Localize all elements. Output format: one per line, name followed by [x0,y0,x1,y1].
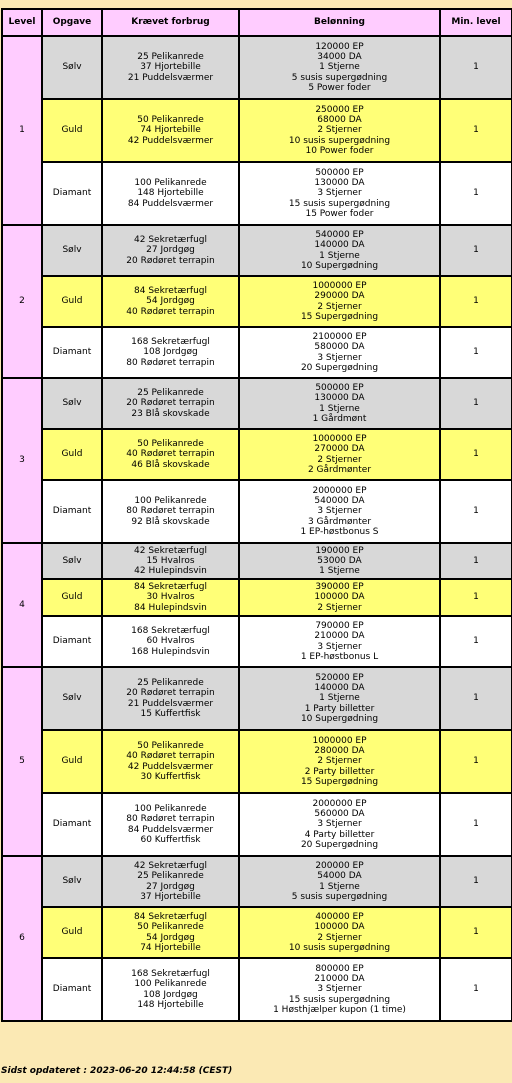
reward-item: 210000 DA [314,974,365,985]
reward-item: 400000 EP [315,911,364,922]
required-item: 60 Kuffertfisk [140,834,201,845]
reward-item: 3 Gårdmønter [307,516,372,527]
level-cell: 4 [2,543,42,667]
reward-cell [239,162,440,225]
reward-item: 2000000 EP [312,485,367,496]
required-cell [102,480,239,543]
reward-cell [239,36,440,99]
reward-item: 1 Stjerne [319,693,360,704]
reward-item: 290000 DA [314,291,365,302]
required-item: 168 Sekretærfugl [131,337,210,348]
reward-cell [239,480,440,543]
task-tier-cell: Guld [42,907,102,958]
min-level-cell: 1 [440,429,512,480]
reward-item: 540000 DA [314,496,365,507]
reward-item: 540000 EP [315,229,364,240]
reward-item: 5 susis supergødning [291,891,388,902]
reward-item: 100000 DA [314,922,365,933]
reward-cell [239,856,440,907]
required-item: 80 Rødøret terrapin [126,506,215,517]
required-item: 100 Pelikanrede [134,979,207,990]
reward-item: 15 Power foder [305,208,374,219]
required-item: 25 Pelikanrede [137,52,204,63]
reward-item: 15 Supergødning [300,311,379,322]
required-cell [102,616,239,667]
reward-item: 2 Stjerner [317,932,362,943]
reward-item: 2 Stjerner [317,454,362,465]
required-item: 15 Hvalros [146,555,195,566]
min-level-cell: 1 [440,276,512,327]
reward-item: 200000 EP [315,860,364,871]
task-tier-cell: Diamant [42,162,102,225]
required-item: 40 Rødøret terrapin [126,449,215,460]
reward-item: 1 Høsthjælper kupon (1 time) [273,1004,406,1015]
min-level-cell: 1 [440,907,512,958]
required-item: 23 Blå skovskade [131,408,210,419]
header-level: Level [2,9,42,36]
required-item: 21 Puddelsværmer [127,698,214,709]
reward-item: 15 susis supergødning [288,198,391,209]
reward-item: 10 Supergødning [300,713,379,724]
table-row [2,36,512,99]
reward-item: 15 susis supergødning [288,994,391,1005]
reward-item: 250000 EP [315,104,364,115]
required-item: 20 Rødøret terrapin [126,255,215,266]
reward-cell [239,667,440,730]
reward-item: 1 EP-høstbonus S [300,526,379,537]
header-required: Krævet forbrug [102,9,239,36]
reward-item: 2000000 EP [312,798,367,809]
level-cell: 1 [2,36,42,225]
required-item: 100 Pelikanrede [134,178,207,189]
reward-item: 1 EP-høstbonus L [300,651,379,662]
reward-item: 270000 DA [314,444,365,455]
required-item: 50 Pelikanrede [137,439,204,450]
reward-item: 800000 EP [315,963,364,974]
reward-item: 4 Party billetter [304,829,375,840]
required-item: 42 Sekretærfugl [134,860,207,871]
task-tier-cell: Sølv [42,225,102,276]
required-item: 25 Pelikanrede [137,677,204,688]
header-min-level: Min. level [440,9,512,36]
task-tier-cell: Diamant [42,327,102,378]
min-level-cell: 1 [440,99,512,162]
required-item: 50 Pelikanrede [137,115,204,126]
reward-cell [239,579,440,616]
required-item: 168 Sekretærfugl [131,626,210,637]
required-item: 37 Hjortebille [140,62,201,73]
reward-item: 1 Gårdmønt [312,413,367,424]
reward-item: 120000 EP [315,41,364,52]
reward-item: 10 susis supergødning [288,135,391,146]
min-level-cell: 1 [440,667,512,730]
required-item: 100 Pelikanrede [134,803,207,814]
required-item: 74 Hjortebille [140,125,201,136]
task-tier-cell: Diamant [42,958,102,1021]
min-level-cell: 1 [440,162,512,225]
table-row [2,327,512,378]
required-item: 84 Sekretærfugl [134,582,207,593]
last-updated: Sidst opdateret : 2023-06-20 12:44:58 (CEST) [1,1066,233,1076]
table-row [2,480,512,543]
reward-item: 2 Stjerner [317,125,362,136]
reward-cell [239,99,440,162]
reward-item: 1 Stjerne [319,566,360,577]
reward-item: 520000 EP [315,672,364,683]
required-cell [102,730,239,793]
table-row [2,907,512,958]
required-cell [102,36,239,99]
required-item: 25 Pelikanrede [137,388,204,399]
min-level-cell: 1 [440,579,512,616]
required-item: 108 Jordgøg [143,347,198,358]
reward-cell [239,543,440,579]
min-level-cell: 1 [440,36,512,99]
required-item: 42 Sekretærfugl [134,235,207,246]
reward-item: 68000 DA [317,115,362,126]
reward-cell [239,225,440,276]
reward-item: 1 Stjerne [319,881,360,892]
required-cell [102,667,239,730]
task-tier-cell: Sølv [42,667,102,730]
table-row [2,667,512,730]
required-item: 46 Blå skovskade [131,459,210,470]
required-item: 27 Jordgøg [146,881,195,892]
required-item: 50 Pelikanrede [137,740,204,751]
reward-item: 2 Gårdmønter [307,464,372,475]
reward-item: 580000 DA [314,342,365,353]
level-cell: 6 [2,856,42,1021]
reward-item: 390000 EP [315,582,364,593]
required-item: 42 Hulepindsvin [134,566,207,577]
min-level-cell: 1 [440,616,512,667]
table-row [2,276,512,327]
reward-item: 1 Stjerne [319,62,360,73]
min-level-cell: 1 [440,730,512,793]
task-tier-cell: Sølv [42,36,102,99]
min-level-cell: 1 [440,327,512,378]
required-item: 42 Sekretærfugl [134,545,207,556]
required-item: 74 Hjortebille [140,942,201,953]
reward-item: 3 Stjerner [317,984,362,995]
reward-item: 1000000 EP [312,735,367,746]
table-row [2,856,512,907]
reward-item: 5 susis supergødning [291,72,388,83]
reward-item: 500000 EP [315,167,364,178]
min-level-cell: 1 [440,225,512,276]
table-row [2,579,512,616]
reward-cell [239,730,440,793]
reward-cell [239,378,440,429]
required-item: 21 Puddelsværmer [127,72,214,83]
reward-item: 130000 DA [314,178,365,189]
required-cell [102,793,239,856]
required-item: 84 Puddelsværmer [127,824,214,835]
required-item: 168 Sekretærfugl [131,968,210,979]
required-item: 54 Jordgøg [146,932,195,943]
required-item: 37 Hjortebille [140,891,201,902]
reward-item: 3 Stjerner [317,641,362,652]
reward-item: 2 Stjerner [317,301,362,312]
min-level-cell: 1 [440,793,512,856]
reward-cell [239,327,440,378]
reward-item: 140000 DA [314,683,365,694]
required-item: 100 Pelikanrede [134,496,207,507]
table-row [2,793,512,856]
required-item: 25 Pelikanrede [137,871,204,882]
table-row [2,162,512,225]
required-cell [102,99,239,162]
min-level-cell: 1 [440,958,512,1021]
reward-item: 1000000 EP [312,280,367,291]
required-item: 60 Hvalros [146,636,195,647]
required-item: 20 Rødøret terrapin [126,688,215,699]
reward-item: 280000 DA [314,746,365,757]
required-item: 15 Kuffertfisk [140,708,201,719]
reward-item: 3 Stjerner [317,188,362,199]
reward-cell [239,793,440,856]
required-cell [102,543,239,579]
reward-item: 10 Power foder [305,145,374,156]
required-item: 84 Sekretærfugl [134,911,207,922]
reward-item: 3 Stjerner [317,819,362,830]
required-item: 168 Hulepindsvin [131,646,210,657]
reward-item: 10 susis supergødning [288,942,391,953]
reward-item: 210000 DA [314,631,365,642]
reward-cell [239,907,440,958]
required-item: 40 Rødøret terrapin [126,751,215,762]
reward-item: 1 Stjerne [319,250,360,261]
reward-item: 5 Power foder [308,82,371,93]
reward-item: 1 Party billetter [304,703,375,714]
reward-item: 130000 DA [314,393,365,404]
task-tier-cell: Guld [42,429,102,480]
required-item: 84 Puddelsværmer [127,198,214,209]
table-row [2,616,512,667]
level-cell: 2 [2,225,42,378]
reward-item: 10 Supergødning [300,260,379,271]
required-item: 40 Rødøret terrapin [126,306,215,317]
min-level-cell: 1 [440,856,512,907]
level-cell: 3 [2,378,42,543]
table-row [2,543,512,579]
reward-item: 3 Stjerner [317,506,362,517]
required-item: 92 Blå skovskade [131,516,210,527]
reward-item: 500000 EP [315,382,364,393]
required-item: 108 Jordgøg [143,989,198,1000]
reward-item: 15 Supergødning [300,776,379,787]
reward-cell [239,429,440,480]
reward-cell [239,616,440,667]
required-item: 84 Hulepindsvin [134,602,207,613]
reward-item: 140000 DA [314,240,365,251]
quest-table-body [2,36,512,1021]
header-reward: Belønning [239,9,440,36]
reward-item: 790000 EP [315,620,364,631]
required-item: 80 Rødøret terrapin [126,357,215,368]
reward-item: 2 Stjerner [317,756,362,767]
required-item: 50 Pelikanrede [137,922,204,933]
reward-item: 20 Supergødning [300,362,379,373]
required-cell [102,327,239,378]
table-row [2,730,512,793]
task-tier-cell: Sølv [42,856,102,907]
reward-cell [239,958,440,1021]
min-level-cell: 1 [440,480,512,543]
required-cell [102,907,239,958]
task-tier-cell: Diamant [42,480,102,543]
reward-item: 2 Stjerner [317,602,362,613]
required-cell [102,958,239,1021]
min-level-cell: 1 [440,543,512,579]
required-item: 80 Rødøret terrapin [126,814,215,825]
table-row [2,378,512,429]
reward-item: 560000 DA [314,809,365,820]
task-tier-cell: Sølv [42,378,102,429]
required-item: 42 Puddelsværmer [127,135,214,146]
required-cell [102,276,239,327]
header-task: Opgave [42,9,102,36]
required-item: 54 Jordgøg [146,296,195,307]
task-tier-cell: Guld [42,276,102,327]
reward-item: 20 Supergødning [300,839,379,850]
reward-item: 1 Stjerne [319,403,360,414]
reward-item: 190000 EP [315,545,364,556]
level-cell: 5 [2,667,42,856]
required-cell [102,162,239,225]
table-row [2,225,512,276]
reward-item: 53000 DA [317,555,362,566]
reward-item: 100000 DA [314,592,365,603]
required-item: 42 Puddelsværmer [127,761,214,772]
required-cell [102,856,239,907]
task-tier-cell: Guld [42,730,102,793]
task-tier-cell: Sølv [42,543,102,579]
reward-item: 2100000 EP [312,331,367,342]
task-tier-cell: Diamant [42,616,102,667]
required-item: 148 Hjortebille [137,188,204,199]
reward-cell [239,276,440,327]
header-row [2,9,512,36]
task-tier-cell: Diamant [42,793,102,856]
task-tier-cell: Guld [42,99,102,162]
required-item: 30 Kuffertfisk [140,771,201,782]
required-item: 148 Hjortebille [137,999,204,1010]
quest-table [1,8,512,1022]
min-level-cell: 1 [440,378,512,429]
required-item: 20 Rødøret terrapin [126,398,215,409]
required-cell [102,429,239,480]
table-row [2,429,512,480]
table-row [2,99,512,162]
reward-item: 34000 DA [317,52,362,63]
reward-item: 2 Party billetter [304,766,375,777]
required-cell [102,225,239,276]
required-item: 30 Hvalros [146,592,195,603]
reward-item: 54000 DA [317,871,362,882]
table-row [2,958,512,1021]
reward-item: 3 Stjerner [317,352,362,363]
required-item: 27 Jordgøg [146,245,195,256]
required-item: 84 Sekretærfugl [134,286,207,297]
reward-item: 1000000 EP [312,433,367,444]
required-cell [102,378,239,429]
required-cell [102,579,239,616]
task-tier-cell: Guld [42,579,102,616]
